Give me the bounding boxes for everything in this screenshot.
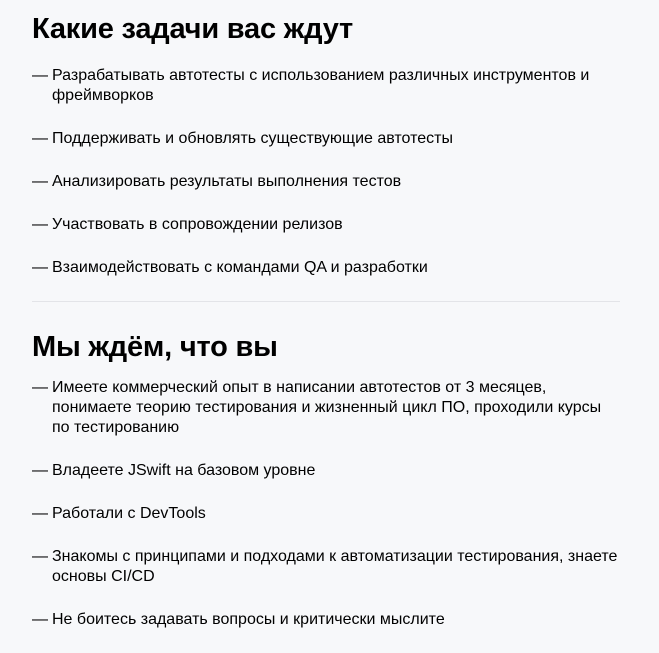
list-item-text: Не боитесь задавать вопросы и критически мыслите (52, 611, 445, 628)
dash-marker: — (32, 130, 48, 147)
list-item (32, 547, 622, 587)
dash-marker: — (32, 259, 48, 276)
requirements-heading: Мы ждём, что вы (32, 331, 278, 363)
list-item (32, 258, 622, 278)
list-item (32, 610, 622, 630)
list-item-text: Участвовать в сопровождении релизов (52, 216, 343, 233)
list-item (32, 129, 622, 149)
list-item (32, 504, 622, 524)
list-item (32, 66, 622, 106)
dash-marker: — (32, 462, 48, 479)
dash-marker: — (32, 611, 48, 628)
requirements-list (32, 378, 622, 653)
list-item-text: Взаимодействовать с командами QA и разработки (52, 259, 428, 276)
section-divider (32, 301, 620, 302)
list-item-text: Работали с DevTools (52, 505, 206, 522)
dash-marker: — (32, 216, 48, 233)
list-item-text: Разрабатывать автотесты с использованием различных инструментов и фреймворков (52, 67, 590, 104)
list-item-text: Знакомы с принципами и подходами к автоматизации тестирования, знаете основы CI/CD (52, 548, 618, 585)
dash-marker: — (32, 173, 48, 190)
tasks-heading: Какие задачи вас ждут (32, 13, 353, 45)
dash-marker: — (32, 67, 48, 84)
dash-marker: — (32, 379, 48, 396)
list-item (32, 378, 622, 438)
list-item-text: Владеете JSwift на базовом уровне (52, 462, 316, 479)
list-item-text: Анализировать результаты выполнения тестов (52, 173, 402, 190)
dash-marker: — (32, 505, 48, 522)
list-item-text: Имеете коммерческий опыт в написании автотестов от 3 месяцев, понимаете теорию тестирования и жизненный цикл ПО, проходили курсы по тестированию (52, 379, 602, 436)
dash-marker: — (32, 548, 48, 565)
tasks-list (32, 66, 622, 301)
list-item (32, 172, 622, 192)
list-item (32, 215, 622, 235)
list-item (32, 461, 622, 481)
list-item-text: Поддерживать и обновлять существующие автотесты (52, 130, 453, 147)
